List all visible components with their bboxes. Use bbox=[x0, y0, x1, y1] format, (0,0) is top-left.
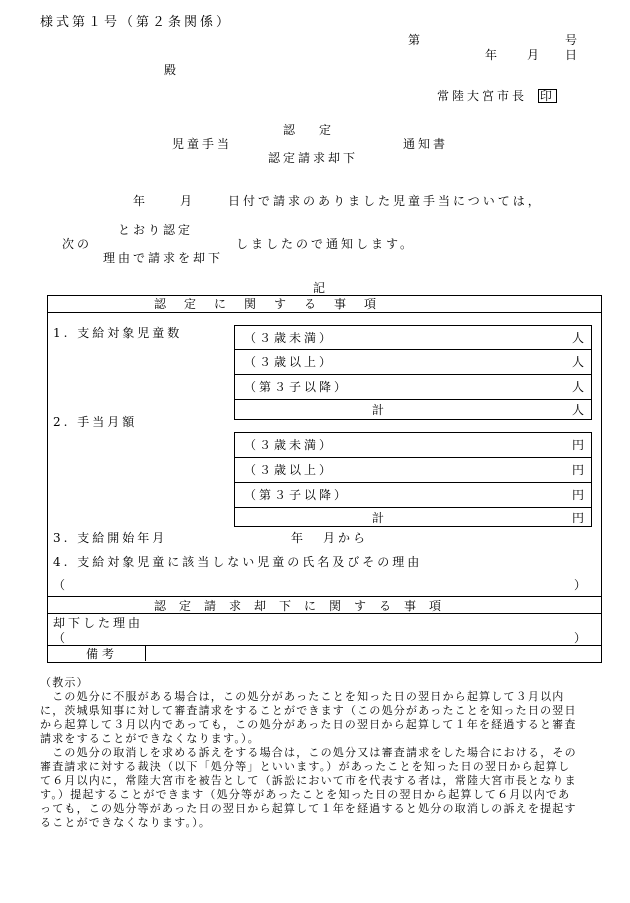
issuer bbox=[437, 89, 557, 103]
amount-row-unit: 円 bbox=[572, 488, 585, 502]
amount-row-label: （３歳未満） bbox=[244, 438, 335, 452]
children-row-label: （第３子以降） bbox=[244, 380, 350, 394]
amount-row-label: （３歳以上） bbox=[244, 463, 335, 477]
form-id: 様式第１号（第２条関係） bbox=[40, 15, 233, 30]
issuer-name: 常陸大宮市長 bbox=[437, 89, 528, 103]
date-day: 日 bbox=[565, 48, 578, 62]
ki-label: 記 bbox=[313, 281, 326, 295]
amount-row-unit: 円 bbox=[572, 463, 585, 477]
children-total-label: 計 bbox=[372, 403, 385, 417]
children-row-unit: 人 bbox=[572, 380, 585, 394]
item4-label: 4. 支給対象児童に該当しない児童の氏名及びその理由 bbox=[53, 555, 423, 569]
addressee-suffix: 殿 bbox=[164, 63, 177, 77]
certification-header: 認定に関する事項 bbox=[154, 297, 395, 311]
amount-row-label: （第３子以降） bbox=[244, 488, 350, 502]
divider bbox=[47, 596, 601, 597]
title-suffix: 通知書 bbox=[403, 137, 449, 151]
divider bbox=[234, 374, 591, 375]
notice-block bbox=[40, 676, 580, 830]
notice-paragraph-1: この処分に不服がある場合は，この処分があったことを知った日の翌日から起算して３月以内に，茨城県知事に対して審査請求をすることができます（この処分があったことを知った日の翌日から起算して３月以内であっても，この処分があった日の翌日から起算して１年を経過すると審査請求をすることができなくなります。）。 bbox=[40, 690, 577, 745]
body-option-upper: とおり認定 bbox=[118, 223, 194, 237]
amount-total-unit: 円 bbox=[572, 511, 585, 525]
title-option-lower: 認定請求却下 bbox=[268, 151, 359, 165]
title-option-upper: 認 定 bbox=[283, 123, 332, 137]
title-prefix: 児童手当 bbox=[172, 137, 233, 151]
remarks-label: 備考 bbox=[86, 647, 119, 661]
notice-title: （教示） bbox=[40, 676, 89, 689]
children-row-unit: 人 bbox=[572, 355, 585, 369]
divider bbox=[47, 613, 601, 614]
divider bbox=[234, 457, 591, 458]
body-month: 月 bbox=[180, 194, 193, 208]
body-option-lower: 理由で請求を却下 bbox=[103, 251, 224, 265]
notice-paragraph-2: この処分の取消しを求める訴えをする場合は，この処分又は審査請求をした場合における，その審査請求に対する裁決（以下「処分等」といいます。）があったことを知った日の翌日から起算して６月以内に，常陸大宮市を被告として（訴訟において市を代表する者は，常陸大宮市長となります。）提起することができます（処分等があったことを知った日の翌日から起算して６月以内であっても，この処分等があった日の翌日から起算して１年を経過すると処分の取消しの訴えを提起することができなくなります。）。 bbox=[40, 746, 577, 829]
number-prefix: 第 bbox=[408, 33, 421, 47]
amount-total-label: 計 bbox=[372, 511, 385, 525]
divider bbox=[145, 645, 146, 661]
divider bbox=[234, 482, 591, 483]
divider bbox=[234, 399, 591, 400]
children-row-label: （３歳未満） bbox=[244, 331, 335, 345]
date-year: 年 bbox=[485, 48, 498, 62]
item2-label: 2. 手当月額 bbox=[53, 415, 138, 429]
number-suffix: 号 bbox=[565, 33, 578, 47]
children-row-unit: 人 bbox=[572, 331, 585, 345]
rejection-paren-close: ） bbox=[574, 631, 587, 645]
paren-open: （ bbox=[53, 578, 66, 592]
rejection-reason-label: 却下した理由 bbox=[53, 616, 144, 630]
divider bbox=[47, 312, 601, 313]
item3-label: 3. 支給開始年月 bbox=[53, 531, 168, 545]
body-line2-end: しましたので通知します。 bbox=[236, 237, 416, 251]
divider bbox=[234, 507, 591, 508]
divider bbox=[234, 349, 591, 350]
rejection-header: 認定請求却下に関する事項 bbox=[154, 599, 455, 613]
body-line1: 日付で請求のありました児童手当については， bbox=[228, 194, 543, 208]
divider bbox=[47, 645, 601, 646]
item1-label: 1. 支給対象児童数 bbox=[53, 326, 183, 340]
date-month: 月 bbox=[527, 48, 540, 62]
paren-close: ） bbox=[574, 578, 587, 592]
item3-year: 年 bbox=[291, 531, 304, 545]
rejection-paren-open: （ bbox=[53, 631, 66, 645]
seal-mark: 印 bbox=[539, 89, 555, 103]
body-next: 次の bbox=[62, 237, 93, 251]
body-year: 年 bbox=[133, 194, 146, 208]
amount-row-unit: 円 bbox=[572, 438, 585, 452]
children-row-label: （３歳以上） bbox=[244, 355, 335, 369]
children-total-unit: 人 bbox=[572, 403, 585, 417]
item3-month: 月から bbox=[323, 531, 369, 545]
